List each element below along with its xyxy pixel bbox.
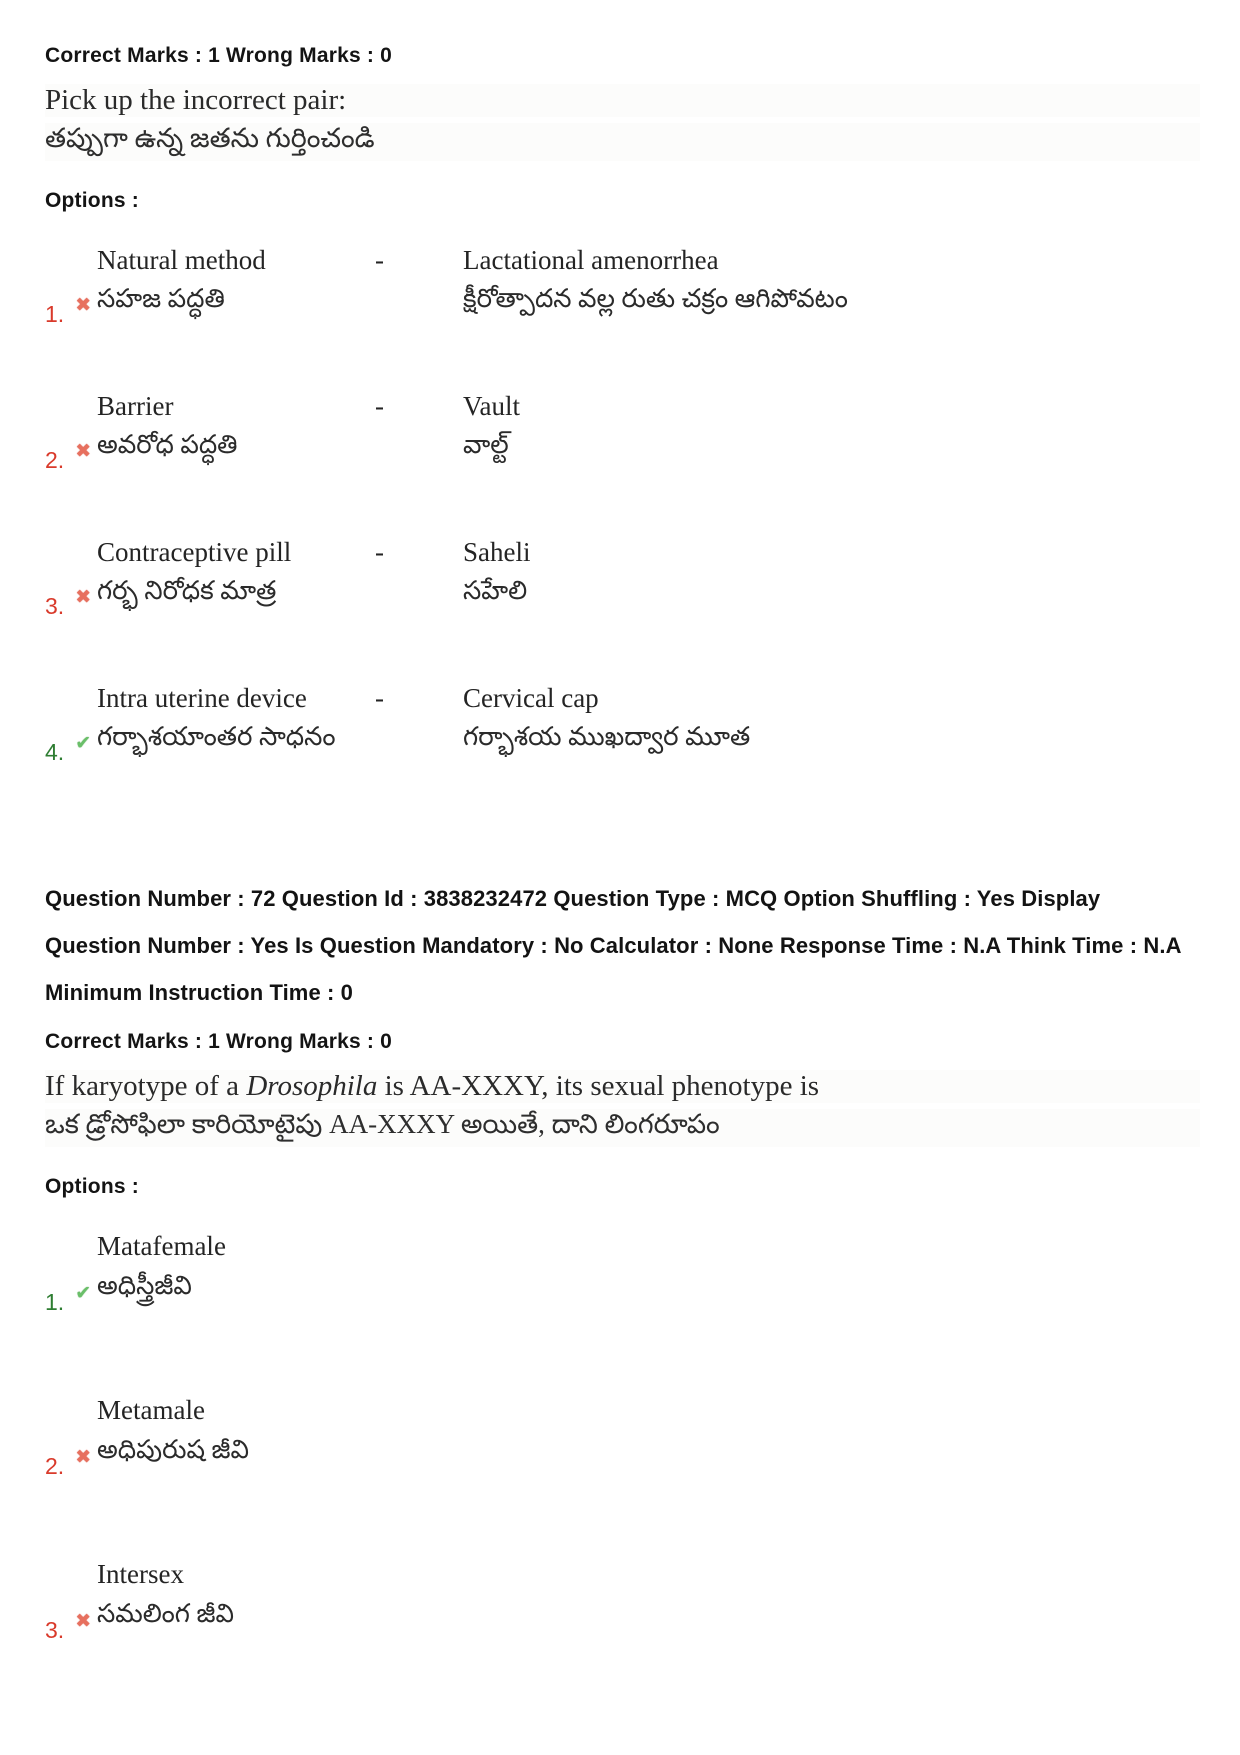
q72-option-2 (45, 1393, 1200, 1480)
q71-option-3-col2-te: సహేలి (463, 576, 528, 605)
q71-question-text-en: Pick up the incorrect pair: (45, 84, 1200, 117)
q71-options-label: Options : (45, 189, 139, 212)
q72-question-prefix: If karyotype of a (45, 1070, 247, 1103)
q71-options-list (45, 243, 1200, 765)
q71-option-1-col1-te: సహజ పద్ధతి (97, 284, 225, 313)
q71-question-text-te: తప్పుగా ఉన్న జతను గుర్తించండి (45, 123, 1200, 161)
pair-separator-dash: - (375, 391, 384, 421)
wrong-cross-icon: ✖ (75, 1447, 92, 1469)
q71-option-4-marker (45, 715, 97, 765)
q72-options-list (45, 1229, 1200, 1644)
q71-option-2-col1-te: అవరోధ పద్ధతి (97, 430, 238, 459)
q72-option-1-marker (45, 1263, 97, 1316)
q71-option-2-col1-en: Barrier (97, 391, 174, 421)
q72-option-2-label-te: అధిపురుష జీవి (97, 1435, 250, 1465)
pair-separator-dash: - (375, 537, 384, 567)
option-number: 3. (45, 1617, 65, 1644)
q71-marks-line: Correct Marks : 1 Wrong Marks : 0 (45, 44, 392, 67)
q72-option-2-label-en: Metamale (97, 1395, 205, 1426)
q71-option-3-col1-te: గర్భ నిరోధక మాత్ర (97, 576, 277, 605)
correct-check-icon: ✔ (75, 733, 92, 754)
q72-option-3-marker (45, 1591, 97, 1644)
q72-question-text-en (45, 1070, 1200, 1103)
q71-option-4-col1-en: Intra uterine device (97, 683, 307, 713)
q72-question-text-te: ఒక డ్రోసోఫిలా కారియోటైపు AA-XXXY అయితే, దాని లింగరూపం (45, 1109, 1200, 1147)
q71-option-3-col2-en: Saheli (463, 537, 531, 567)
q71-option-2-col2-en: Vault (463, 391, 520, 421)
option-number: 2. (45, 447, 65, 473)
q72-option-3-label-en: Intersex (97, 1559, 184, 1590)
q71-option-2-col2-te: వాల్ట్ (463, 430, 509, 459)
q72-marks-line: Correct Marks : 1 Wrong Marks : 0 (45, 1030, 392, 1054)
wrong-cross-icon: ✖ (75, 441, 92, 462)
pair-separator-dash: - (375, 245, 384, 275)
correct-check-icon: ✔ (75, 1283, 92, 1305)
option-number: 1. (45, 1289, 65, 1316)
q71-option-1-col2-en: Lactational amenorrhea (463, 245, 719, 275)
pair-separator-dash: - (375, 683, 384, 713)
option-number: 1. (45, 301, 65, 327)
option-number: 3. (45, 593, 65, 619)
q71-option-4 (45, 681, 1200, 765)
q71-option-2-marker (45, 423, 97, 473)
q71-option-1-marker (45, 277, 97, 327)
q71-option-3 (45, 535, 1200, 619)
q72-option-3-label-te: సమలింగ జీవి (97, 1599, 234, 1629)
q72-options-label: Options : (45, 1175, 139, 1199)
q71-option-1-col2-te: క్షీరోత్పాదన వల్ల రుతు చక్రం ఆగిపోవటం (463, 284, 848, 313)
option-number: 2. (45, 1453, 65, 1480)
q71-option-4-col2-te: గర్భాశయ ముఖద్వార మూత (463, 722, 751, 751)
q71-option-1 (45, 243, 1200, 327)
q71-option-4-col2-en: Cervical cap (463, 683, 599, 713)
q71-option-4-col1-te: గర్భాశయాంతర సాధనం (97, 722, 336, 751)
wrong-cross-icon: ✖ (75, 587, 92, 608)
q72-option-3 (45, 1557, 1200, 1644)
q71-option-3-marker (45, 569, 97, 619)
q72-option-1 (45, 1229, 1200, 1316)
q72-question-suffix: is AA-XXXY, its sexual phenotype is (377, 1070, 820, 1103)
q72-option-1-label-en: Matafemale (97, 1231, 226, 1262)
q72-option-2-marker (45, 1427, 97, 1480)
q72-question-italic-term: Drosophila (246, 1070, 378, 1103)
q72-metadata-line: Question Number : 72 Question Id : 3838232472 Question Type : MCQ Option Shuffling : Yes Display Question Number : Yes Is Question Mandatory : No Calculator : None Response Time : N.A Think Time : N.A Minimum Instruction Time : 0 (45, 886, 1181, 1006)
wrong-cross-icon: ✖ (75, 295, 92, 316)
q71-option-1-col1-en: Natural method (97, 245, 266, 275)
option-number: 4. (45, 739, 65, 765)
q72-option-1-label-te: అధిస్త్రీజీవి (97, 1271, 192, 1301)
q71-option-3-col1-en: Contraceptive pill (97, 537, 292, 567)
wrong-cross-icon: ✖ (75, 1611, 92, 1633)
q71-option-2 (45, 389, 1200, 473)
